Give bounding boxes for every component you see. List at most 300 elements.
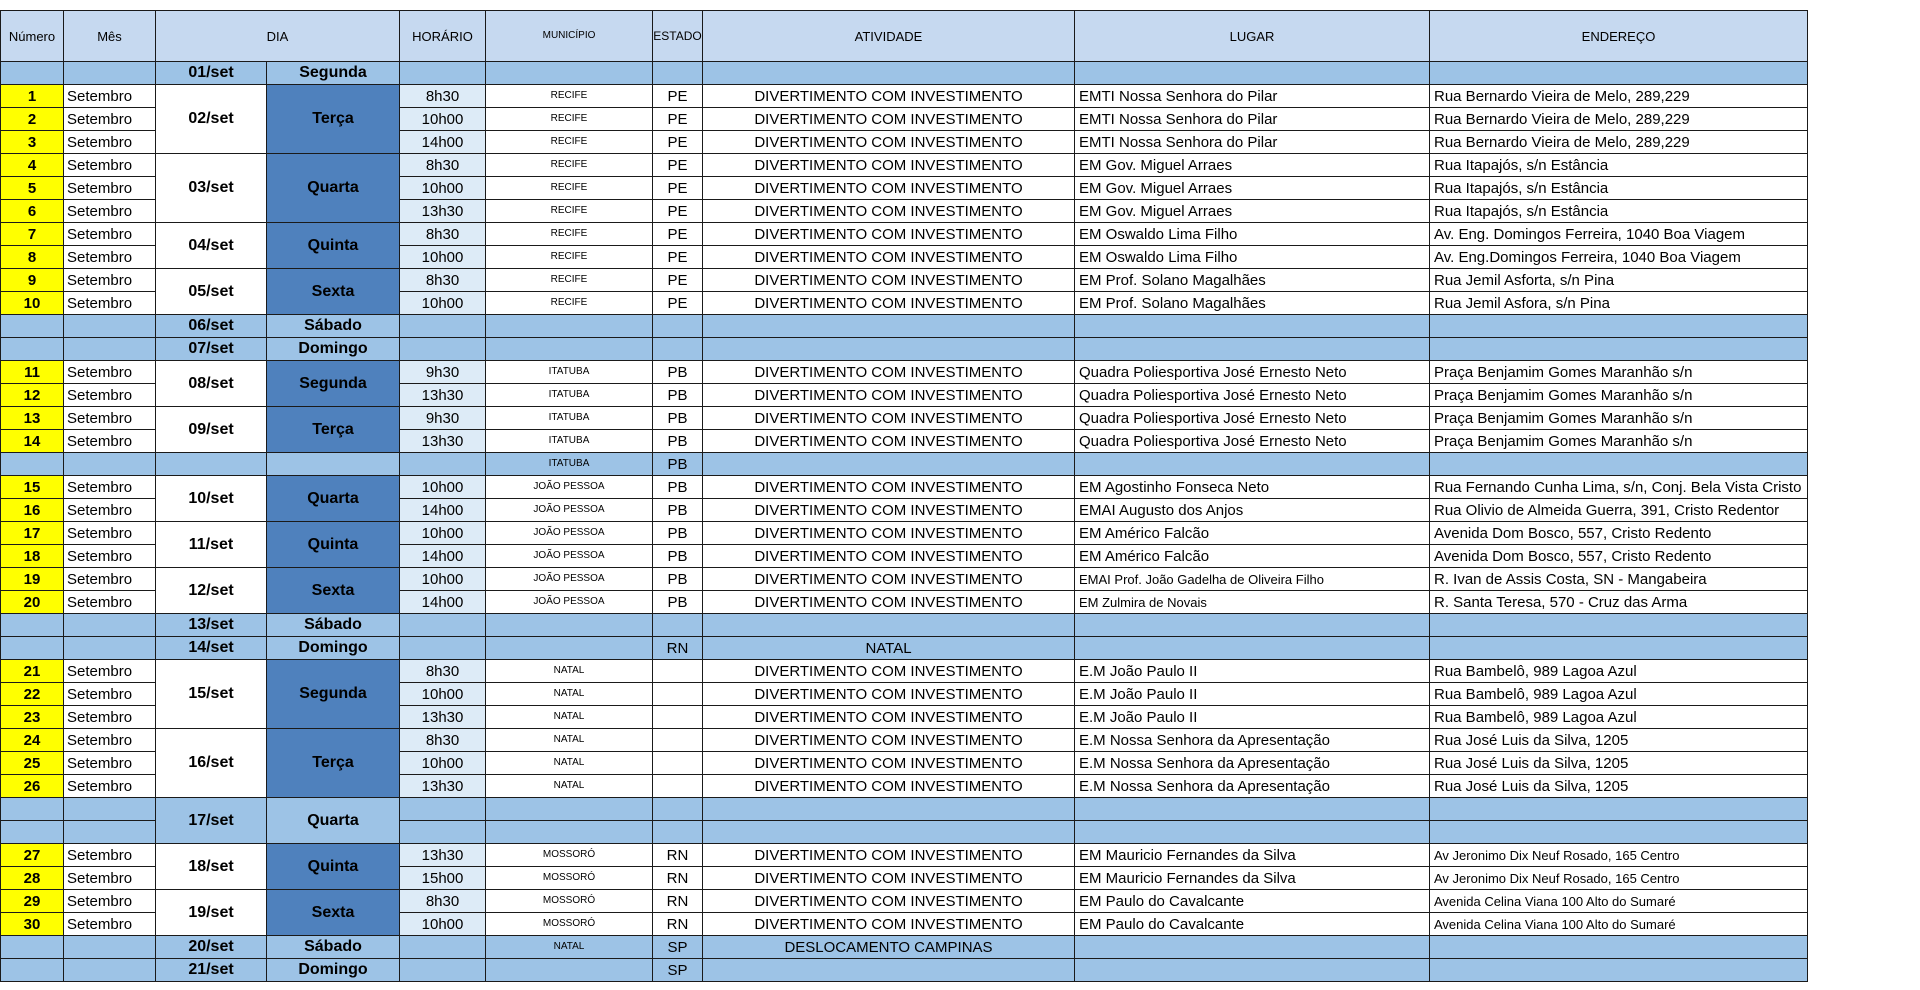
date-cell: 11/set [156, 522, 267, 568]
atividade-cell: DESLOCAMENTO CAMPINAS [703, 936, 1075, 959]
lugar-cell: EM Paulo do Cavalcante [1075, 890, 1430, 913]
weekday-cell: Quarta [267, 476, 400, 522]
date-cell: 06/set [156, 315, 267, 338]
mes-cell: Setembro [64, 683, 156, 706]
atividade-cell: DIVERTIMENTO COM INVESTIMENTO [703, 844, 1075, 867]
mes-cell: Setembro [64, 361, 156, 384]
numero-cell [1, 315, 64, 338]
lugar-cell: EM Oswaldo Lima Filho [1075, 223, 1430, 246]
weekday-cell: Sexta [267, 890, 400, 936]
atividade-cell: DIVERTIMENTO COM INVESTIMENTO [703, 568, 1075, 591]
table-row [1, 568, 1808, 591]
horario-cell: 8h30 [400, 154, 486, 177]
horario-cell: 10h00 [400, 752, 486, 775]
endereco-cell [1430, 959, 1808, 982]
municipio-cell: NATAL [486, 706, 653, 729]
lugar-cell: Quadra Poliesportiva José Ernesto Neto [1075, 407, 1430, 430]
weekend-row [1, 62, 1808, 85]
numero-cell: 19 [1, 568, 64, 591]
mes-cell: Setembro [64, 499, 156, 522]
horario-cell [400, 338, 486, 361]
numero-cell: 5 [1, 177, 64, 200]
atividade-cell [703, 798, 1075, 821]
horario-cell: 10h00 [400, 177, 486, 200]
horario-cell [400, 959, 486, 982]
weekend-row [1, 315, 1808, 338]
municipio-cell: NATAL [486, 660, 653, 683]
numero-cell: 13 [1, 407, 64, 430]
lugar-cell: E.M João Paulo II [1075, 660, 1430, 683]
weekend-row [1, 453, 1808, 476]
lugar-cell: EM Prof. Solano Magalhães [1075, 269, 1430, 292]
estado-cell: RN [653, 890, 703, 913]
endereco-cell [1430, 315, 1808, 338]
atividade-cell: DIVERTIMENTO COM INVESTIMENTO [703, 292, 1075, 315]
municipio-cell: NATAL [486, 936, 653, 959]
atividade-cell: DIVERTIMENTO COM INVESTIMENTO [703, 269, 1075, 292]
weekday-cell: Terça [267, 85, 400, 154]
endereco-cell: Av. Eng.Domingos Ferreira, 1040 Boa Viagem [1430, 246, 1808, 269]
lugar-cell [1075, 614, 1430, 637]
atividade-cell [703, 959, 1075, 982]
lugar-cell: EM Mauricio Fernandes da Silva [1075, 844, 1430, 867]
table-row [1, 154, 1808, 177]
estado-cell [653, 660, 703, 683]
date-cell: 04/set [156, 223, 267, 269]
atividade-cell: DIVERTIMENTO COM INVESTIMENTO [703, 246, 1075, 269]
municipio-cell: RECIFE [486, 246, 653, 269]
mes-cell: Setembro [64, 154, 156, 177]
table-row [1, 269, 1808, 292]
header-municipio: MUNICÍPIO [486, 11, 653, 62]
estado-cell [653, 798, 703, 821]
header-atividade: ATIVIDADE [703, 11, 1075, 62]
atividade-cell [703, 614, 1075, 637]
horario-cell [400, 614, 486, 637]
weekend-row [1, 959, 1808, 982]
endereco-cell: Avenida Dom Bosco, 557, Cristo Redento [1430, 545, 1808, 568]
horario-cell: 10h00 [400, 476, 486, 499]
numero-cell: 15 [1, 476, 64, 499]
mes-cell: Setembro [64, 269, 156, 292]
numero-cell: 27 [1, 844, 64, 867]
table-row [1, 660, 1808, 683]
municipio-cell: JOÃO PESSOA [486, 476, 653, 499]
numero-cell: 20 [1, 591, 64, 614]
estado-cell [653, 752, 703, 775]
header-numero: Número [1, 11, 64, 62]
mes-cell [64, 821, 156, 844]
endereco-cell: Av Jeronimo Dix Neuf Rosado, 165 Centro [1430, 844, 1808, 867]
weekday-cell [267, 453, 400, 476]
endereco-cell: R. Santa Teresa, 570 - Cruz das Arma [1430, 591, 1808, 614]
horario-cell: 13h30 [400, 430, 486, 453]
date-cell: 12/set [156, 568, 267, 614]
estado-cell: PB [653, 407, 703, 430]
horario-cell: 15h00 [400, 867, 486, 890]
endereco-cell: Avenida Celina Viana 100 Alto do Sumaré [1430, 913, 1808, 936]
numero-cell: 30 [1, 913, 64, 936]
lugar-cell [1075, 959, 1430, 982]
mes-cell: Setembro [64, 729, 156, 752]
lugar-cell: Quadra Poliesportiva José Ernesto Neto [1075, 361, 1430, 384]
endereco-cell [1430, 614, 1808, 637]
municipio-cell: JOÃO PESSOA [486, 545, 653, 568]
atividade-cell [703, 821, 1075, 844]
estado-cell: RN [653, 913, 703, 936]
weekend-row [1, 614, 1808, 637]
numero-cell: 12 [1, 384, 64, 407]
atividade-cell: DIVERTIMENTO COM INVESTIMENTO [703, 361, 1075, 384]
header-lugar: LUGAR [1075, 11, 1430, 62]
estado-cell: PE [653, 131, 703, 154]
estado-cell: PE [653, 200, 703, 223]
municipio-cell [486, 338, 653, 361]
atividade-cell: DIVERTIMENTO COM INVESTIMENTO [703, 522, 1075, 545]
endereco-cell: Av Jeronimo Dix Neuf Rosado, 165 Centro [1430, 867, 1808, 890]
municipio-cell: NATAL [486, 752, 653, 775]
weekend-row [1, 798, 1808, 821]
weekday-cell: Quinta [267, 844, 400, 890]
horario-cell: 8h30 [400, 890, 486, 913]
estado-cell: PB [653, 591, 703, 614]
weekday-cell: Sexta [267, 568, 400, 614]
estado-cell: SP [653, 959, 703, 982]
atividade-cell: DIVERTIMENTO COM INVESTIMENTO [703, 913, 1075, 936]
endereco-cell [1430, 338, 1808, 361]
date-cell: 03/set [156, 154, 267, 223]
horario-cell: 14h00 [400, 499, 486, 522]
endereco-cell [1430, 453, 1808, 476]
numero-cell [1, 62, 64, 85]
header-endereco: ENDEREÇO [1430, 11, 1808, 62]
municipio-cell: ITATUBA [486, 453, 653, 476]
lugar-cell: EM Zulmira de Novais [1075, 591, 1430, 614]
mes-cell: Setembro [64, 568, 156, 591]
horario-cell: 8h30 [400, 223, 486, 246]
endereco-cell: Rua Itapajós, s/n Estância [1430, 200, 1808, 223]
horario-cell [400, 315, 486, 338]
municipio-cell [486, 62, 653, 85]
weekend-row [1, 338, 1808, 361]
weekend-row [1, 637, 1808, 660]
municipio-cell: RECIFE [486, 200, 653, 223]
mes-cell [64, 936, 156, 959]
atividade-cell: DIVERTIMENTO COM INVESTIMENTO [703, 706, 1075, 729]
horario-cell: 9h30 [400, 407, 486, 430]
numero-cell: 26 [1, 775, 64, 798]
date-cell: 02/set [156, 85, 267, 154]
numero-cell [1, 453, 64, 476]
horario-cell: 13h30 [400, 706, 486, 729]
numero-cell: 2 [1, 108, 64, 131]
estado-cell: RN [653, 844, 703, 867]
endereco-cell: Rua Olivio de Almeida Guerra, 391, Cristo Redentor [1430, 499, 1808, 522]
lugar-cell: EM Gov. Miguel Arraes [1075, 200, 1430, 223]
estado-cell [653, 729, 703, 752]
municipio-cell [486, 821, 653, 844]
numero-cell: 14 [1, 430, 64, 453]
numero-cell: 21 [1, 660, 64, 683]
numero-cell [1, 936, 64, 959]
lugar-cell [1075, 315, 1430, 338]
weekday-cell: Quinta [267, 522, 400, 568]
atividade-cell: DIVERTIMENTO COM INVESTIMENTO [703, 867, 1075, 890]
endereco-cell: Praça Benjamim Gomes Maranhão s/n [1430, 361, 1808, 384]
mes-cell: Setembro [64, 591, 156, 614]
estado-cell: PB [653, 522, 703, 545]
mes-cell [64, 798, 156, 821]
endereco-cell: Av. Eng. Domingos Ferreira, 1040 Boa Viagem [1430, 223, 1808, 246]
numero-cell: 11 [1, 361, 64, 384]
atividade-cell: DIVERTIMENTO COM INVESTIMENTO [703, 223, 1075, 246]
estado-cell: PB [653, 568, 703, 591]
municipio-cell: RECIFE [486, 269, 653, 292]
horario-cell: 14h00 [400, 131, 486, 154]
mes-cell: Setembro [64, 660, 156, 683]
mes-cell: Setembro [64, 890, 156, 913]
mes-cell: Setembro [64, 545, 156, 568]
numero-cell [1, 798, 64, 821]
horario-cell: 10h00 [400, 246, 486, 269]
lugar-cell: EM Gov. Miguel Arraes [1075, 154, 1430, 177]
weekday-cell: Sábado [267, 936, 400, 959]
horario-cell: 8h30 [400, 660, 486, 683]
estado-cell: PB [653, 545, 703, 568]
municipio-cell: MOSSORÓ [486, 867, 653, 890]
lugar-cell: EM Mauricio Fernandes da Silva [1075, 867, 1430, 890]
date-cell: 20/set [156, 936, 267, 959]
numero-cell [1, 614, 64, 637]
date-cell: 16/set [156, 729, 267, 798]
atividade-cell: DIVERTIMENTO COM INVESTIMENTO [703, 890, 1075, 913]
lugar-cell: EM Américo Falcão [1075, 545, 1430, 568]
horario-cell: 14h00 [400, 545, 486, 568]
estado-cell: SP [653, 936, 703, 959]
lugar-cell: EM Gov. Miguel Arraes [1075, 177, 1430, 200]
lugar-cell: E.M Nossa Senhora da Apresentação [1075, 775, 1430, 798]
mes-cell: Setembro [64, 108, 156, 131]
lugar-cell: Quadra Poliesportiva José Ernesto Neto [1075, 384, 1430, 407]
lugar-cell: E.M Nossa Senhora da Apresentação [1075, 729, 1430, 752]
atividade-cell: DIVERTIMENTO COM INVESTIMENTO [703, 545, 1075, 568]
lugar-cell: Quadra Poliesportiva José Ernesto Neto [1075, 430, 1430, 453]
horario-cell: 13h30 [400, 775, 486, 798]
date-cell: 05/set [156, 269, 267, 315]
estado-cell [653, 614, 703, 637]
weekday-cell: Terça [267, 729, 400, 798]
estado-cell: PE [653, 85, 703, 108]
atividade-cell: DIVERTIMENTO COM INVESTIMENTO [703, 407, 1075, 430]
atividade-cell: DIVERTIMENTO COM INVESTIMENTO [703, 729, 1075, 752]
horario-cell: 8h30 [400, 269, 486, 292]
lugar-cell: EMAI Prof. João Gadelha de Oliveira Filho [1075, 568, 1430, 591]
mes-cell [64, 62, 156, 85]
header-mes: Mês [64, 11, 156, 62]
table-row [1, 223, 1808, 246]
numero-cell: 3 [1, 131, 64, 154]
lugar-cell: EMTI Nossa Senhora do Pilar [1075, 85, 1430, 108]
table-row [1, 407, 1808, 430]
municipio-cell [486, 798, 653, 821]
date-cell: 10/set [156, 476, 267, 522]
horario-cell [400, 798, 486, 821]
municipio-cell: RECIFE [486, 108, 653, 131]
weekday-cell: Segunda [267, 361, 400, 407]
endereco-cell [1430, 62, 1808, 85]
weekday-cell: Quinta [267, 223, 400, 269]
atividade-cell: DIVERTIMENTO COM INVESTIMENTO [703, 85, 1075, 108]
table-row [1, 890, 1808, 913]
municipio-cell: ITATUBA [486, 430, 653, 453]
table-row [1, 844, 1808, 867]
atividade-cell: DIVERTIMENTO COM INVESTIMENTO [703, 752, 1075, 775]
municipio-cell: ITATUBA [486, 407, 653, 430]
weekday-cell: Domingo [267, 637, 400, 660]
lugar-cell [1075, 62, 1430, 85]
municipio-cell: NATAL [486, 775, 653, 798]
estado-cell: PE [653, 246, 703, 269]
header-horario: HORÁRIO [400, 11, 486, 62]
weekday-cell: Domingo [267, 959, 400, 982]
atividade-cell: DIVERTIMENTO COM INVESTIMENTO [703, 660, 1075, 683]
atividade-cell: DIVERTIMENTO COM INVESTIMENTO [703, 384, 1075, 407]
endereco-cell: Avenida Dom Bosco, 557, Cristo Redento [1430, 522, 1808, 545]
municipio-cell [486, 614, 653, 637]
municipio-cell: RECIFE [486, 154, 653, 177]
atividade-cell: DIVERTIMENTO COM INVESTIMENTO [703, 200, 1075, 223]
header-estado: ESTADO [653, 11, 703, 62]
weekday-cell: Sábado [267, 614, 400, 637]
mes-cell: Setembro [64, 476, 156, 499]
endereco-cell: Rua Bambelô, 989 Lagoa Azul [1430, 683, 1808, 706]
numero-cell: 4 [1, 154, 64, 177]
lugar-cell: EMTI Nossa Senhora do Pilar [1075, 131, 1430, 154]
endereco-cell: Rua José Luis da Silva, 1205 [1430, 729, 1808, 752]
municipio-cell: ITATUBA [486, 384, 653, 407]
estado-cell: PB [653, 453, 703, 476]
municipio-cell [486, 959, 653, 982]
lugar-cell [1075, 637, 1430, 660]
numero-cell [1, 959, 64, 982]
atividade-cell: NATAL [703, 637, 1075, 660]
municipio-cell: RECIFE [486, 177, 653, 200]
estado-cell [653, 706, 703, 729]
numero-cell: 7 [1, 223, 64, 246]
endereco-cell: Rua Bernardo Vieira de Melo, 289,229 [1430, 131, 1808, 154]
mes-cell: Setembro [64, 292, 156, 315]
estado-cell: PE [653, 292, 703, 315]
horario-cell [400, 453, 486, 476]
atividade-cell: DIVERTIMENTO COM INVESTIMENTO [703, 430, 1075, 453]
endereco-cell: Rua Jemil Asforta, s/n Pina [1430, 269, 1808, 292]
atividade-cell [703, 62, 1075, 85]
mes-cell [64, 453, 156, 476]
date-cell: 19/set [156, 890, 267, 936]
municipio-cell [486, 637, 653, 660]
numero-cell: 9 [1, 269, 64, 292]
mes-cell: Setembro [64, 384, 156, 407]
table-row [1, 85, 1808, 108]
estado-cell: PE [653, 177, 703, 200]
municipio-cell: NATAL [486, 683, 653, 706]
horario-cell: 10h00 [400, 683, 486, 706]
numero-cell: 22 [1, 683, 64, 706]
municipio-cell: JOÃO PESSOA [486, 568, 653, 591]
lugar-cell [1075, 798, 1430, 821]
numero-cell: 28 [1, 867, 64, 890]
municipio-cell [486, 315, 653, 338]
endereco-cell [1430, 798, 1808, 821]
endereco-cell [1430, 821, 1808, 844]
mes-cell [64, 614, 156, 637]
mes-cell: Setembro [64, 913, 156, 936]
horario-cell: 10h00 [400, 292, 486, 315]
atividade-cell: DIVERTIMENTO COM INVESTIMENTO [703, 591, 1075, 614]
table-row [1, 361, 1808, 384]
atividade-cell [703, 315, 1075, 338]
numero-cell: 25 [1, 752, 64, 775]
table-row [1, 476, 1808, 499]
atividade-cell: DIVERTIMENTO COM INVESTIMENTO [703, 476, 1075, 499]
mes-cell: Setembro [64, 430, 156, 453]
horario-cell: 14h00 [400, 591, 486, 614]
horario-cell: 8h30 [400, 85, 486, 108]
horario-cell: 10h00 [400, 913, 486, 936]
date-cell: 13/set [156, 614, 267, 637]
endereco-cell: Rua Bambelô, 989 Lagoa Azul [1430, 660, 1808, 683]
mes-cell [64, 637, 156, 660]
lugar-cell: E.M João Paulo II [1075, 683, 1430, 706]
municipio-cell: JOÃO PESSOA [486, 591, 653, 614]
endereco-cell: Avenida Celina Viana 100 Alto do Sumaré [1430, 890, 1808, 913]
endereco-cell: Rua Bernardo Vieira de Melo, 289,229 [1430, 108, 1808, 131]
municipio-cell: MOSSORÓ [486, 913, 653, 936]
header-row [1, 11, 1808, 62]
date-cell [156, 453, 267, 476]
atividade-cell: DIVERTIMENTO COM INVESTIMENTO [703, 154, 1075, 177]
date-cell: 18/set [156, 844, 267, 890]
horario-cell [400, 821, 486, 844]
date-cell: 09/set [156, 407, 267, 453]
estado-cell: PB [653, 499, 703, 522]
estado-cell: PB [653, 476, 703, 499]
endereco-cell: R. Ivan de Assis Costa, SN - Mangabeira [1430, 568, 1808, 591]
lugar-cell: EM Paulo do Cavalcante [1075, 913, 1430, 936]
mes-cell: Setembro [64, 85, 156, 108]
lugar-cell [1075, 936, 1430, 959]
estado-cell [653, 821, 703, 844]
estado-cell [653, 683, 703, 706]
date-cell: 17/set [156, 798, 267, 844]
numero-cell: 17 [1, 522, 64, 545]
estado-cell: RN [653, 867, 703, 890]
numero-cell [1, 637, 64, 660]
mes-cell [64, 959, 156, 982]
weekend-row [1, 936, 1808, 959]
municipio-cell: ITATUBA [486, 361, 653, 384]
numero-cell: 18 [1, 545, 64, 568]
weekday-cell: Terça [267, 407, 400, 453]
mes-cell: Setembro [64, 706, 156, 729]
endereco-cell: Rua Itapajós, s/n Estância [1430, 154, 1808, 177]
horario-cell [400, 637, 486, 660]
endereco-cell: Rua Bambelô, 989 Lagoa Azul [1430, 706, 1808, 729]
estado-cell: PB [653, 361, 703, 384]
numero-cell: 1 [1, 85, 64, 108]
municipio-cell: JOÃO PESSOA [486, 499, 653, 522]
mes-cell: Setembro [64, 177, 156, 200]
